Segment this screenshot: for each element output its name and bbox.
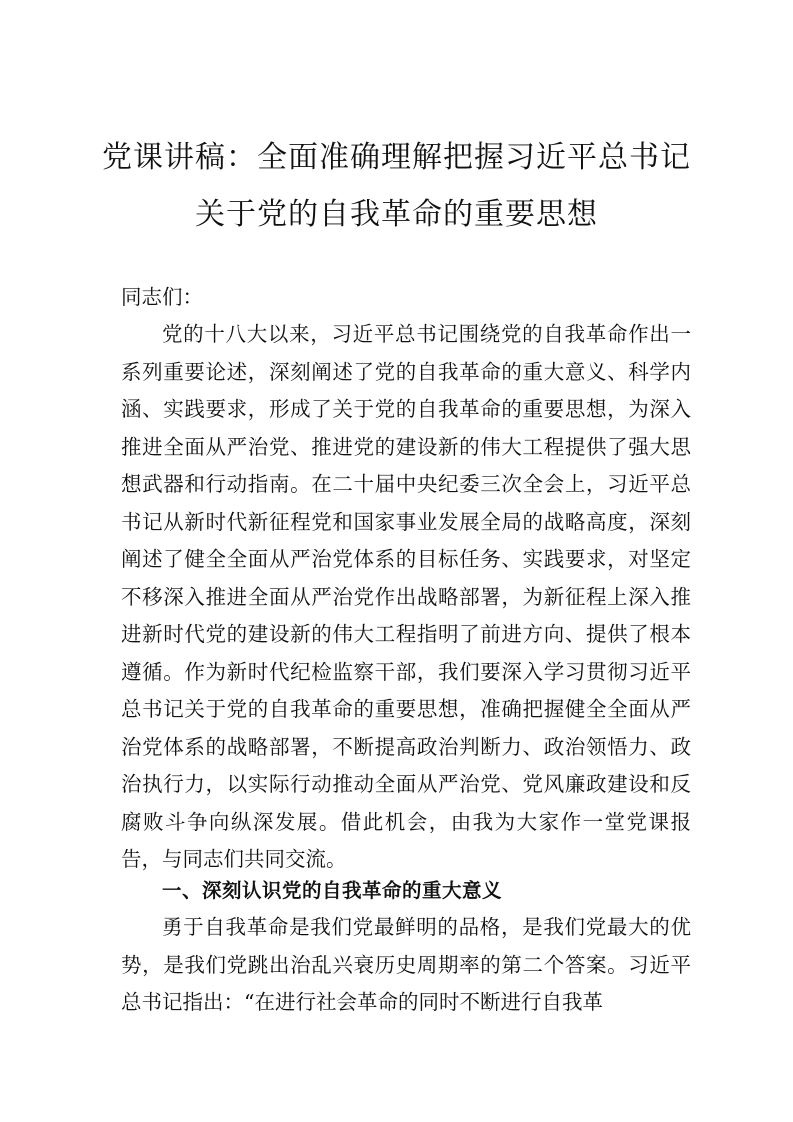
document-title-line-1: 党课讲稿：全面准确理解把握习近平总书记 (102, 140, 691, 175)
body-paragraph-1: 党的十八大以来，习近平总书记围绕党的自我革命作出一系列重要论述，深刻阐述了党的自我革命的重大意义、科学内涵、实践要求，形成了关于党的自我革命的重要思想，为深入推进全面从严治党、推进党的建设新的伟大工程提供了强大思想武器和行动指南。在二十届中央纪委三次全会上，习近平总书记从新时代新征程党和国家事业发展全局的战略高度，深刻阐述了健全全面从严治党体系的目标任务、实践要求，对坚定不移深入推进全面从严治党作出战略部署，为新征程上深入推进新时代党的建设新的伟大工程指明了前进方向、提供了根本遵循。作为新时代纪检监察干部，我们要深入学习贯彻习近平总书记关于党的自我革命的重要思想，准确把握健全全面从严治党体系的战略部署，不断提高政治判断力、政治领悟力、政治执行力，以实际行动推动全面从严治党、党风廉政建设和反腐败斗争向纵深发展。借此机会，由我为大家作一堂党课报告，与同志们共同交流。 (121, 322, 691, 871)
salutation: 同志们： (121, 285, 203, 309)
body-paragraph-2: 勇于自我革命是我们党最鲜明的品格，是我们党最大的优势，是我们党跳出治乱兴衰历史周期率的第二个答案。习近平总书记指出：“在进行社会革命的同时不断进行自我革 (121, 915, 691, 1014)
document-title-line-2: 关于党的自我革命的重要思想 (195, 197, 598, 232)
section-heading-1: 一、深刻认识党的自我革命的重大意义 (162, 879, 503, 902)
